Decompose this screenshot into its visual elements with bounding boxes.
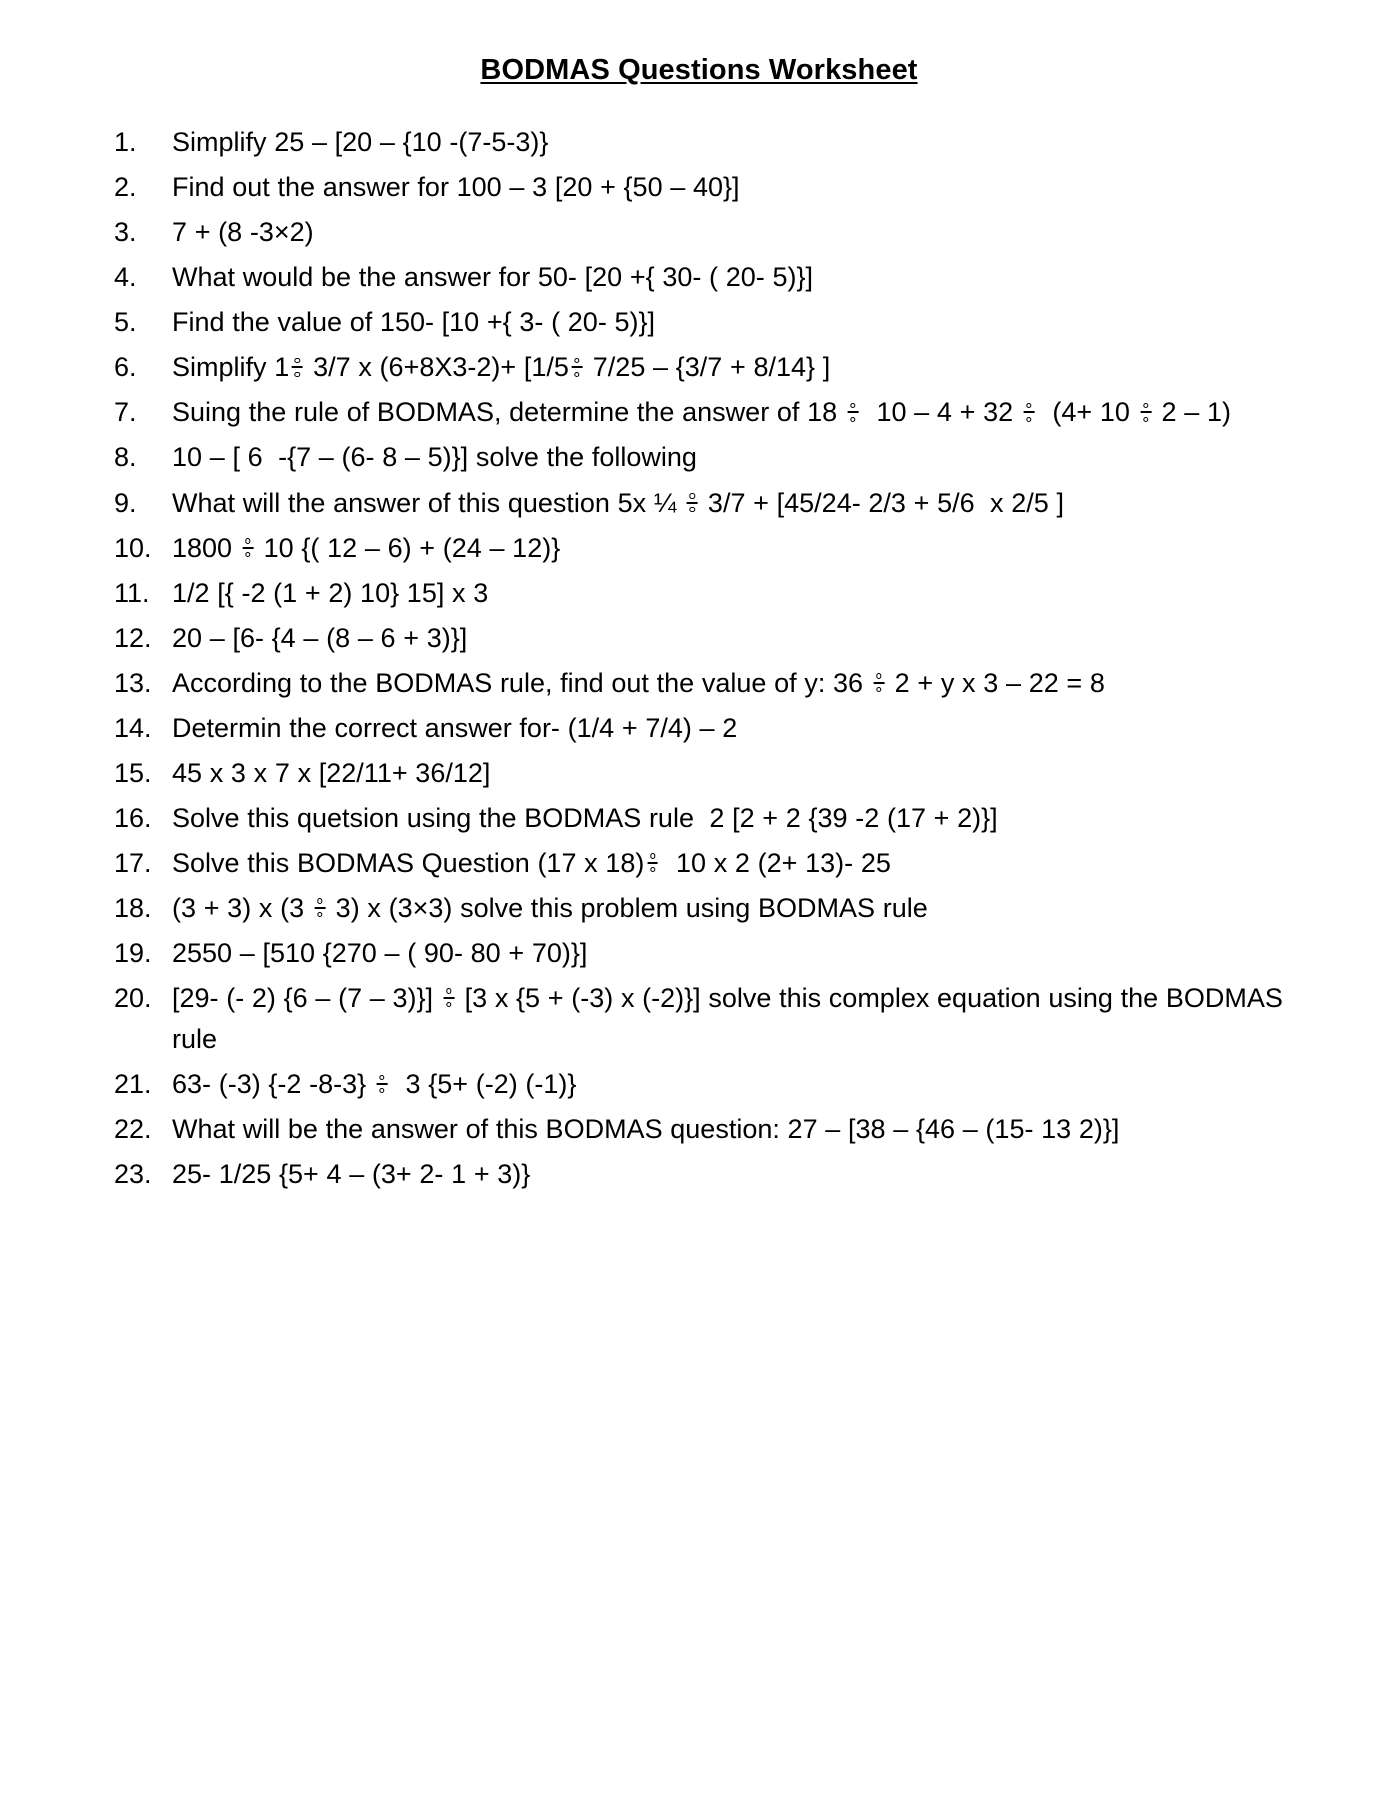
question-text: 20 – [6- {4 – (8 – 6 + 3)}] <box>172 622 468 653</box>
question-text: Simplify 1 3/7 x (6+8X3-2)+ [1/5 7/25 – {3/7 + 8/14} ] <box>172 352 831 383</box>
division-sign-icon <box>1022 400 1036 426</box>
question-number: 8. <box>114 442 137 473</box>
question-number: 20. <box>114 982 152 1013</box>
division-sign-icon <box>1139 400 1153 426</box>
question-item <box>114 618 1302 659</box>
division-sign-icon <box>442 986 456 1012</box>
question-text: 45 x 3 x 7 x [22/11+ 36/12] <box>172 757 491 788</box>
question-number: 5. <box>114 307 137 338</box>
question-item <box>114 528 1302 569</box>
question-item <box>114 257 1302 298</box>
question-item <box>114 798 1302 839</box>
question-text: 2550 – [510 {270 – ( 90- 80 + 70)}] <box>172 937 588 968</box>
question-item <box>114 663 1302 704</box>
question-item <box>114 1154 1302 1195</box>
question-text: What will the answer of this question 5x ¼ 3/7 + [45/24- 2/3 + 5/6 x 2/5 ] <box>172 487 1064 518</box>
question-item <box>114 933 1302 974</box>
question-text: 7 + (8 -3×2) <box>172 217 314 248</box>
division-sign-icon <box>313 896 327 922</box>
question-text: [29- (- 2) {6 – (7 – 3)}] [3 x {5 + (-3) x (-2)}] solve this complex equation using the BODMAS rule <box>172 982 1291 1054</box>
question-number: 11. <box>114 577 150 608</box>
question-text: What would be the answer for 50- [20 +{ 30- ( 20- 5)}] <box>172 262 814 293</box>
question-item <box>114 167 1302 208</box>
question-text: 25- 1/25 {5+ 4 – (3+ 2- 1 + 3)} <box>172 1158 531 1189</box>
division-sign-icon <box>375 1072 389 1098</box>
question-number: 14. <box>114 712 152 743</box>
question-text: 63- (-3) {-2 -8-3} 3 {5+ (-2) (-1)} <box>172 1068 577 1099</box>
question-item <box>114 392 1302 433</box>
question-text: Determin the correct answer for- (1/4 + 7/4) – 2 <box>172 712 738 743</box>
division-sign-icon <box>645 851 659 877</box>
question-number: 18. <box>114 892 152 923</box>
question-text: Suing the rule of BODMAS, determine the answer of 18 10 – 4 + 32 (4+ 10 2 – 1) <box>172 397 1231 428</box>
question-number: 10. <box>114 532 152 563</box>
question-number: 17. <box>114 847 152 878</box>
division-sign-icon <box>241 535 255 561</box>
question-item <box>114 302 1302 343</box>
question-text: Solve this quetsion using the BODMAS rule 2 [2 + 2 {39 -2 (17 + 2)}] <box>172 802 998 833</box>
question-number: 12. <box>114 622 152 653</box>
question-number: 2. <box>114 172 137 203</box>
question-number: 19. <box>114 937 152 968</box>
question-item <box>114 978 1302 1060</box>
question-number: 6. <box>114 352 137 383</box>
division-sign-icon <box>570 355 584 381</box>
question-item <box>114 708 1302 749</box>
question-number: 4. <box>114 262 137 293</box>
division-sign-icon <box>290 355 304 381</box>
division-sign-icon <box>872 671 886 697</box>
question-text: Solve this BODMAS Question (17 x 18) 10 x 2 (2+ 13)- 25 <box>172 847 891 878</box>
question-text: Find out the answer for 100 – 3 [20 + {50 – 40}] <box>172 172 740 203</box>
question-text: 1800 10 {( 12 – 6) + (24 – 12)} <box>172 532 561 563</box>
question-number: 16. <box>114 802 152 833</box>
question-text: 10 – [ 6 -{7 – (6- 8 – 5)}] solve the following <box>172 442 697 473</box>
question-text: What will be the answer of this BODMAS question: 27 – [38 – {46 – (15- 13 2)}] <box>172 1113 1120 1144</box>
question-item <box>114 753 1302 794</box>
question-item <box>114 843 1302 884</box>
question-text: 1/2 [{ -2 (1 + 2) 10} 15] x 3 <box>172 577 489 608</box>
division-sign-icon <box>846 400 860 426</box>
question-number: 7. <box>114 397 137 428</box>
question-item <box>114 212 1302 253</box>
question-text: Find the value of 150- [10 +{ 3- ( 20- 5)}] <box>172 307 656 338</box>
question-number: 23. <box>114 1158 152 1189</box>
question-number: 15. <box>114 757 152 788</box>
question-number: 21. <box>114 1068 152 1099</box>
question-item <box>114 573 1302 614</box>
question-text: (3 + 3) x (3 3) x (3×3) solve this problem using BODMAS rule <box>172 892 928 923</box>
question-item <box>114 122 1302 163</box>
question-item <box>114 347 1302 388</box>
question-number: 22. <box>114 1113 152 1144</box>
question-item <box>114 483 1302 524</box>
question-item <box>114 1109 1302 1150</box>
question-number: 9. <box>114 487 137 518</box>
question-item <box>114 437 1302 478</box>
page-title: BODMAS Questions Worksheet <box>480 54 918 86</box>
question-number: 1. <box>114 127 137 158</box>
question-text: Simplify 25 – [20 – {10 -(7-5-3)} <box>172 127 549 158</box>
question-number: 13. <box>114 667 152 698</box>
question-item <box>114 888 1302 929</box>
division-sign-icon <box>685 490 699 516</box>
question-text: According to the BODMAS rule, find out the value of y: 36 2 + y x 3 – 22 = 8 <box>172 667 1105 698</box>
question-item <box>114 1064 1302 1105</box>
question-list <box>96 122 1302 1195</box>
question-number: 3. <box>114 217 137 248</box>
